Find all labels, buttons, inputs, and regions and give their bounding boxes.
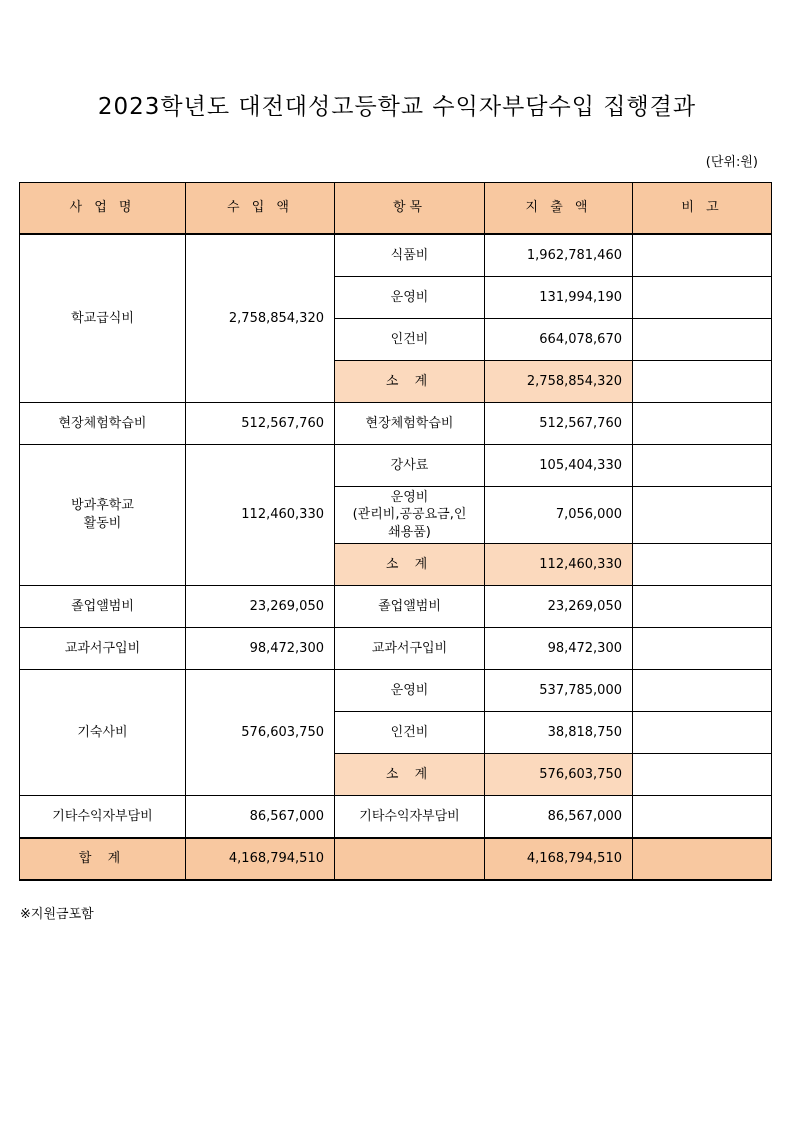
item-label xyxy=(335,487,485,544)
remarks-cell xyxy=(633,361,772,403)
project-name xyxy=(20,445,186,586)
total-item-cell xyxy=(335,838,485,880)
subtotal-label: 소 계 xyxy=(335,754,485,796)
project-name: 기숙사비 xyxy=(20,670,186,796)
project-name-line2: 활동비 xyxy=(83,516,122,531)
project-name: 졸업앨범비 xyxy=(20,586,186,628)
table-row xyxy=(20,234,772,277)
header-expense: 지 출 액 xyxy=(485,183,633,235)
document-title: 2023학년도 대전대성고등학교 수익자부담수입 집행결과 xyxy=(97,94,697,120)
remarks-cell xyxy=(633,234,772,277)
remarks-cell xyxy=(633,445,772,487)
expense-amount: 7,056,000 xyxy=(485,487,633,544)
expense-amount: 664,078,670 xyxy=(485,319,633,361)
expense-amount: 86,567,000 xyxy=(485,796,633,839)
header-item: 항목 xyxy=(335,183,485,235)
remarks-cell xyxy=(633,838,772,880)
expense-amount: 512,567,760 xyxy=(485,403,633,445)
expense-amount: 131,994,190 xyxy=(485,277,633,319)
income-amount: 2,758,854,320 xyxy=(186,234,335,403)
remarks-cell xyxy=(633,670,772,712)
item-label-line2: (관리비,공공요금,인 xyxy=(352,507,467,523)
subtotal-label: 소 계 xyxy=(335,544,485,586)
table-row xyxy=(20,628,772,670)
footnote: ※지원금포함 xyxy=(20,907,94,922)
income-amount: 112,460,330 xyxy=(186,445,335,586)
project-name: 학교급식비 xyxy=(20,234,186,403)
item-label: 운영비 xyxy=(335,670,485,712)
remarks-cell xyxy=(633,277,772,319)
income-amount: 86,567,000 xyxy=(186,796,335,839)
income-amount: 98,472,300 xyxy=(186,628,335,670)
remarks-cell xyxy=(633,586,772,628)
expense-amount: 105,404,330 xyxy=(485,445,633,487)
expense-amount: 537,785,000 xyxy=(485,670,633,712)
table-row xyxy=(20,796,772,839)
total-label: 합 계 xyxy=(20,838,186,880)
item-label: 기타수익자부담비 xyxy=(335,796,485,839)
remarks-cell xyxy=(633,403,772,445)
table-row xyxy=(20,445,772,487)
table-header-row xyxy=(20,183,772,235)
project-name: 기타수익자부담비 xyxy=(20,796,186,839)
total-income: 4,168,794,510 xyxy=(186,838,335,880)
subtotal-label: 소 계 xyxy=(335,361,485,403)
subtotal-amount: 2,758,854,320 xyxy=(485,361,633,403)
remarks-cell xyxy=(633,712,772,754)
item-label-line3: 쇄용품) xyxy=(388,524,431,540)
header-remarks: 비 고 xyxy=(633,183,772,235)
table-row xyxy=(20,670,772,712)
expense-amount: 1,962,781,460 xyxy=(485,234,633,277)
remarks-cell xyxy=(633,628,772,670)
item-label: 운영비 xyxy=(335,277,485,319)
project-name: 현장체험학습비 xyxy=(20,403,186,445)
remarks-cell xyxy=(633,487,772,544)
unit-label: (단위:원) xyxy=(705,155,758,170)
subtotal-amount: 576,603,750 xyxy=(485,754,633,796)
item-label: 강사료 xyxy=(335,445,485,487)
expense-amount: 23,269,050 xyxy=(485,586,633,628)
project-name: 교과서구입비 xyxy=(20,628,186,670)
income-amount: 576,603,750 xyxy=(186,670,335,796)
income-amount: 23,269,050 xyxy=(186,586,335,628)
remarks-cell xyxy=(633,544,772,586)
header-income: 수 입 액 xyxy=(186,183,335,235)
table-row xyxy=(20,586,772,628)
expense-amount: 38,818,750 xyxy=(485,712,633,754)
expenditure-table xyxy=(19,182,772,881)
remarks-cell xyxy=(633,319,772,361)
income-amount: 512,567,760 xyxy=(186,403,335,445)
table-row xyxy=(20,403,772,445)
expense-amount: 98,472,300 xyxy=(485,628,633,670)
remarks-cell xyxy=(633,796,772,839)
item-label-line1: 운영비 xyxy=(390,489,429,505)
item-label: 현장체험학습비 xyxy=(335,403,485,445)
project-name-line1: 방과후학교 xyxy=(71,498,134,514)
item-label: 식품비 xyxy=(335,234,485,277)
remarks-cell xyxy=(633,754,772,796)
item-label: 교과서구입비 xyxy=(335,628,485,670)
item-label: 인건비 xyxy=(335,319,485,361)
item-label: 인건비 xyxy=(335,712,485,754)
item-label: 졸업앨범비 xyxy=(335,586,485,628)
header-project: 사 업 명 xyxy=(20,183,186,235)
total-row xyxy=(20,838,772,880)
total-expense: 4,168,794,510 xyxy=(485,838,633,880)
subtotal-amount: 112,460,330 xyxy=(485,544,633,586)
